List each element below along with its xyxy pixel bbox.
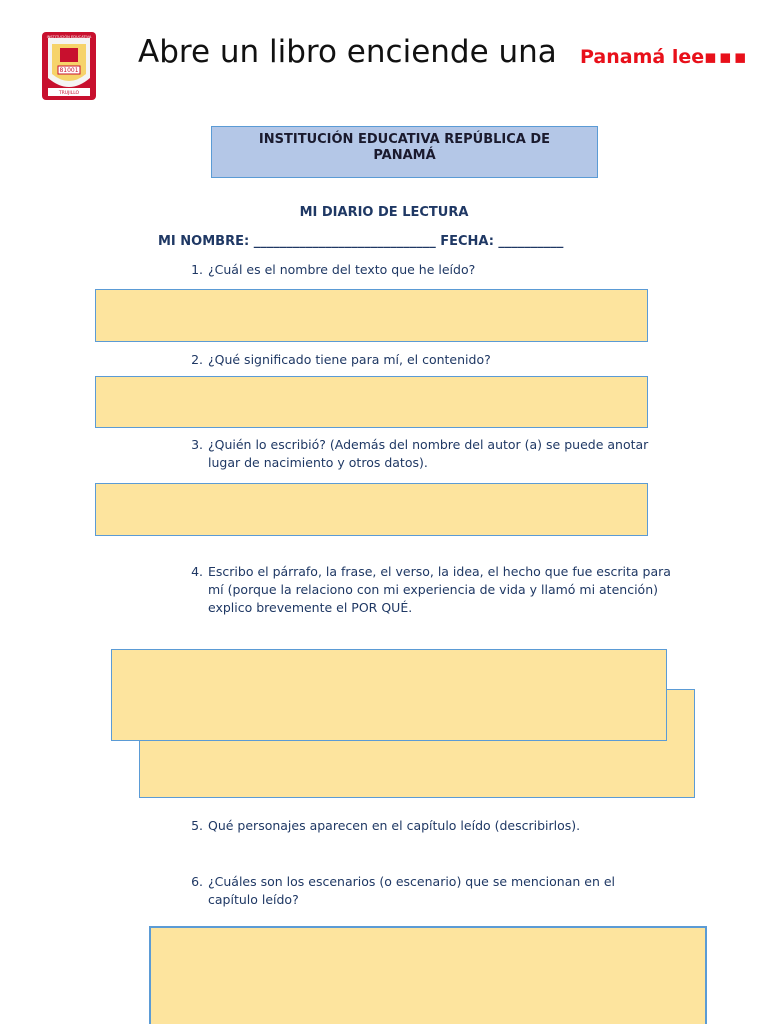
question-text: ¿Quién lo escribió? (Además del nombre del autor (a) se puede anotar lugar de nacimiento y otros datos).: [208, 437, 649, 470]
answer-box-1[interactable]: [95, 289, 648, 342]
question-6: [183, 873, 673, 911]
question-text: Escribo el párrafo, la frase, el verso, la idea, el hecho que fue escrita para mí (porque la relaciono con mi experiencia de vida y llamó mi atención) explico brevemente el POR QUÉ.: [208, 564, 671, 615]
question-5: [183, 817, 673, 837]
answer-box-6[interactable]: [149, 926, 707, 1024]
svg-text:INSTITUCIÓN EDUCATIVA: INSTITUCIÓN EDUCATIVA: [46, 35, 92, 39]
question-text: ¿Cuál es el nombre del texto que he leído?: [208, 262, 476, 277]
svg-text:TRUJILLO: TRUJILLO: [58, 91, 80, 96]
question-2: [183, 351, 663, 371]
answer-box-3[interactable]: [95, 483, 648, 536]
question-number: 4.: [191, 564, 203, 579]
school-name: INSTITUCIÓN EDUCATIVA REPÚBLICA DE PANAMÁ: [258, 132, 551, 163]
question-number: 3.: [191, 437, 203, 452]
name-date-line: MI NOMBRE: ____________________________ FECHA: __________: [158, 234, 564, 249]
question-text: ¿Cuáles son los escenarios (o escenario) que se mencionan en el capítulo leído?: [208, 874, 616, 907]
banner-tagline: [580, 44, 749, 70]
question-number: 5.: [191, 818, 203, 833]
question-number: 6.: [191, 874, 203, 889]
question-number: 2.: [191, 352, 203, 367]
tagline-dots: ▪▪▪: [704, 46, 749, 68]
answer-box-2[interactable]: [95, 376, 648, 428]
question-text: Qué personajes aparecen en el capítulo leído (describirlos).: [208, 818, 581, 833]
question-4: [183, 563, 673, 621]
question-number: 1.: [191, 262, 203, 277]
diary-title: MI DIARIO DE LECTURA: [299, 205, 469, 220]
school-logo: [40, 30, 98, 102]
answer-box-4-front[interactable]: [111, 649, 667, 741]
svg-text:81001: 81001: [59, 67, 79, 74]
tagline-text: Panamá lee: [580, 46, 705, 68]
school-name-box: [211, 126, 598, 178]
question-text: ¿Qué significado tiene para mí, el contenido?: [208, 352, 491, 367]
banner-title: Abre un libro enciende una: [138, 34, 557, 70]
question-3: [183, 436, 663, 476]
question-1: [183, 261, 663, 281]
